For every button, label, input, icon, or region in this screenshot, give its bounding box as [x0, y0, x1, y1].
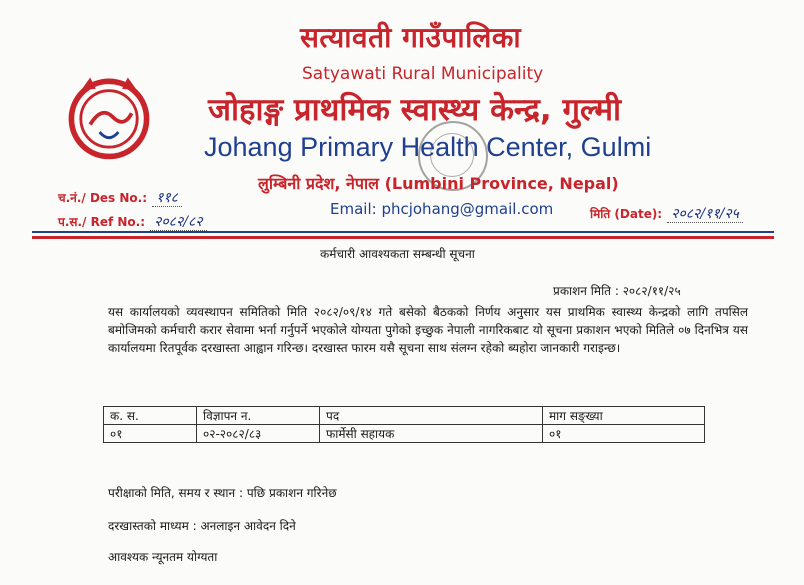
cell-ad-no: ०२-२०८२/८३ [197, 425, 320, 443]
ref-no-row [58, 211, 207, 231]
des-no-row [58, 187, 182, 207]
health-center-name-np: जोहाङ्ग प्राथमिक स्वास्थ्य केन्द्र, गुल्मी [208, 92, 622, 128]
cell-post: फार्मेसी सहायक [320, 425, 543, 443]
ref-no-value: २०८२/८२ [150, 214, 206, 231]
vacancy-table [103, 406, 705, 443]
ref-no-label: प.स./ Ref No.: [58, 215, 146, 229]
health-center-name-en: Johang Primary Health Center, Gulmi [204, 132, 652, 162]
email-line: Email: phcjohang@gmail.com [330, 200, 554, 218]
des-no-label: च.नं./ Des No.: [58, 191, 148, 205]
header-demand: माग सङ्ख्या [543, 407, 705, 425]
header-post: पद [320, 407, 543, 425]
header-ad-no: विज्ञापन न. [197, 407, 320, 425]
exam-info: परीक्षाको मिति, समय र स्थान : पछि प्रकाशन गरिनेछ [108, 486, 337, 500]
application-medium: दरखास्तको माध्यम : अनलाइन आवेदन दिने [108, 519, 296, 533]
nepal-emblem-logo [62, 70, 156, 164]
municipality-name-en: Satyawati Rural Municipality [302, 64, 544, 84]
stamp-inner-ring [430, 133, 474, 177]
date-row [590, 203, 743, 223]
date-value: २०८२/११/२५ [667, 206, 743, 223]
min-qualification-heading: आवश्यक न्यूनतम योग्यता [108, 550, 218, 564]
date-label: मिति (Date): [590, 207, 663, 221]
header-rule-red [32, 236, 774, 239]
publish-date: प्रकाशन मिति : २०८२/११/२५ [553, 284, 681, 298]
table-row [104, 425, 705, 443]
municipality-name-np: सत्यावती गाउँपालिका [300, 21, 522, 54]
table-header-row [104, 407, 705, 425]
header-rule-blue [32, 231, 774, 233]
cell-demand: ०१ [543, 425, 705, 443]
notice-subject: कर्मचारी आवश्यकता सम्बन्धी सूचना [320, 247, 475, 261]
notice-paragraph: यस कार्यालयको व्यवस्थापन समितिको मिति २०८२/०९/१४ गते बसेको बैठकको निर्णय अनुसार यस प्राथमिक स्वास्थ्य केन्द्रको लागि तपसिल बमोजिमको कर्मचारी करार सेवामा भर्ना गर्नुपर्ने भएकोले योग्यता पुगेको इच्छुक नेपाली नागरिकबाट यो सूचना प्रकाशन भएको मितिले ०७ दिनभित्र यस कार्यालयमा रितपूर्वक दरखास्ता आह्वान गरिन्छ। दरखास्त फारम यसै सूचना साथ संलग्न रहेको ब्यहोरा जानकारी गराइन्छ। [108, 305, 748, 355]
cell-serial: ०१ [104, 425, 197, 443]
header-serial: क. स. [104, 407, 197, 425]
province-line: लुम्बिनी प्रदेश, नेपाल (Lumbini Province, Nepal) [258, 174, 619, 193]
des-no-value: ११८ [152, 190, 182, 207]
